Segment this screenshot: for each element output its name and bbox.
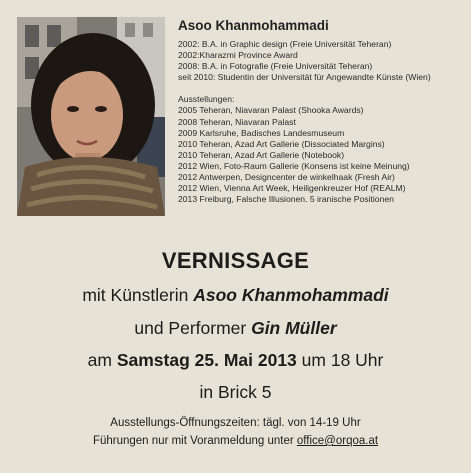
exhibition-item: 2010 Teheran, Azad Art Gallerie (Notebook)	[178, 149, 345, 160]
exhibition-item: 2005 Teheran, Niavaran Palast (Shooka Awards)	[178, 105, 364, 116]
performer-prefix: und Performer	[134, 318, 252, 338]
event-time: um 18 Uhr	[296, 350, 384, 370]
opening-hours: Ausstellungs-Öffnungszeiten: tägl. von 14-19 Uhr	[110, 417, 361, 429]
contact-email-link[interactable]: office@orqoa.at	[296, 435, 379, 447]
bio-line: seit 2010: Studentin der Universität für Angewandte Künste (Wien)	[178, 72, 431, 83]
artist-portrait-photo	[17, 17, 165, 216]
bio-line: 2002:Kharazmi Province Award	[178, 50, 298, 61]
bio-line: 2002: B.A. in Graphic design (Freie Universität Teheran)	[178, 39, 392, 49]
exhibition-item: 2012 Wien, Vienna Art Week, Heiligenkreuzer Hof (REALM)	[178, 183, 406, 194]
location-line: in Brick 5	[199, 382, 272, 402]
exhibition-item: 2012 Antwerpen, Designcenter de winkelhaak (Fresh Air)	[178, 172, 395, 183]
exhibition-item: 2009 Karlsruhe, Badisches Landesmuseum	[178, 127, 345, 138]
event-date: Samstag 25. Mai 2013	[116, 350, 297, 370]
exhibition-item: 2013 Freiburg, Falsche Illusionen. 5 iranische Positionen	[178, 194, 394, 205]
bio-line: 2008: B.A. in Fotografie (Freie Universität Teheran)	[178, 61, 373, 72]
event-title: VERNISSAGE	[161, 248, 310, 273]
tours-prefix: Führungen nur mit Voranmeldung unter	[92, 435, 297, 447]
performer-line	[0, 318, 471, 339]
exhibition-item: 2008 Teheran, Niavaran Palast	[178, 116, 296, 127]
exhibition-item: 2012 Wien, Foto-Raum Gallerie (Konsens ist keine Meinung)	[178, 160, 410, 171]
exhibition-item: 2010 Teheran, Azad Art Gallerie (Dissociated Margins)	[178, 138, 385, 149]
artist-line	[0, 285, 471, 306]
portrait-illustration	[17, 17, 165, 216]
artist-prefix: mit Künstlerin	[82, 285, 194, 305]
date-prefix: am	[87, 350, 117, 370]
exhibitions-heading: Ausstellungen:	[178, 94, 235, 105]
date-line	[0, 350, 471, 371]
tours-line	[0, 435, 471, 447]
performer-name: Gin Müller	[251, 318, 337, 338]
artist-bio	[178, 17, 468, 205]
artist-name: Asoo Khanmohammadi	[178, 18, 329, 33]
artist-name-emphasis: Asoo Khanmohammadi	[193, 285, 389, 305]
